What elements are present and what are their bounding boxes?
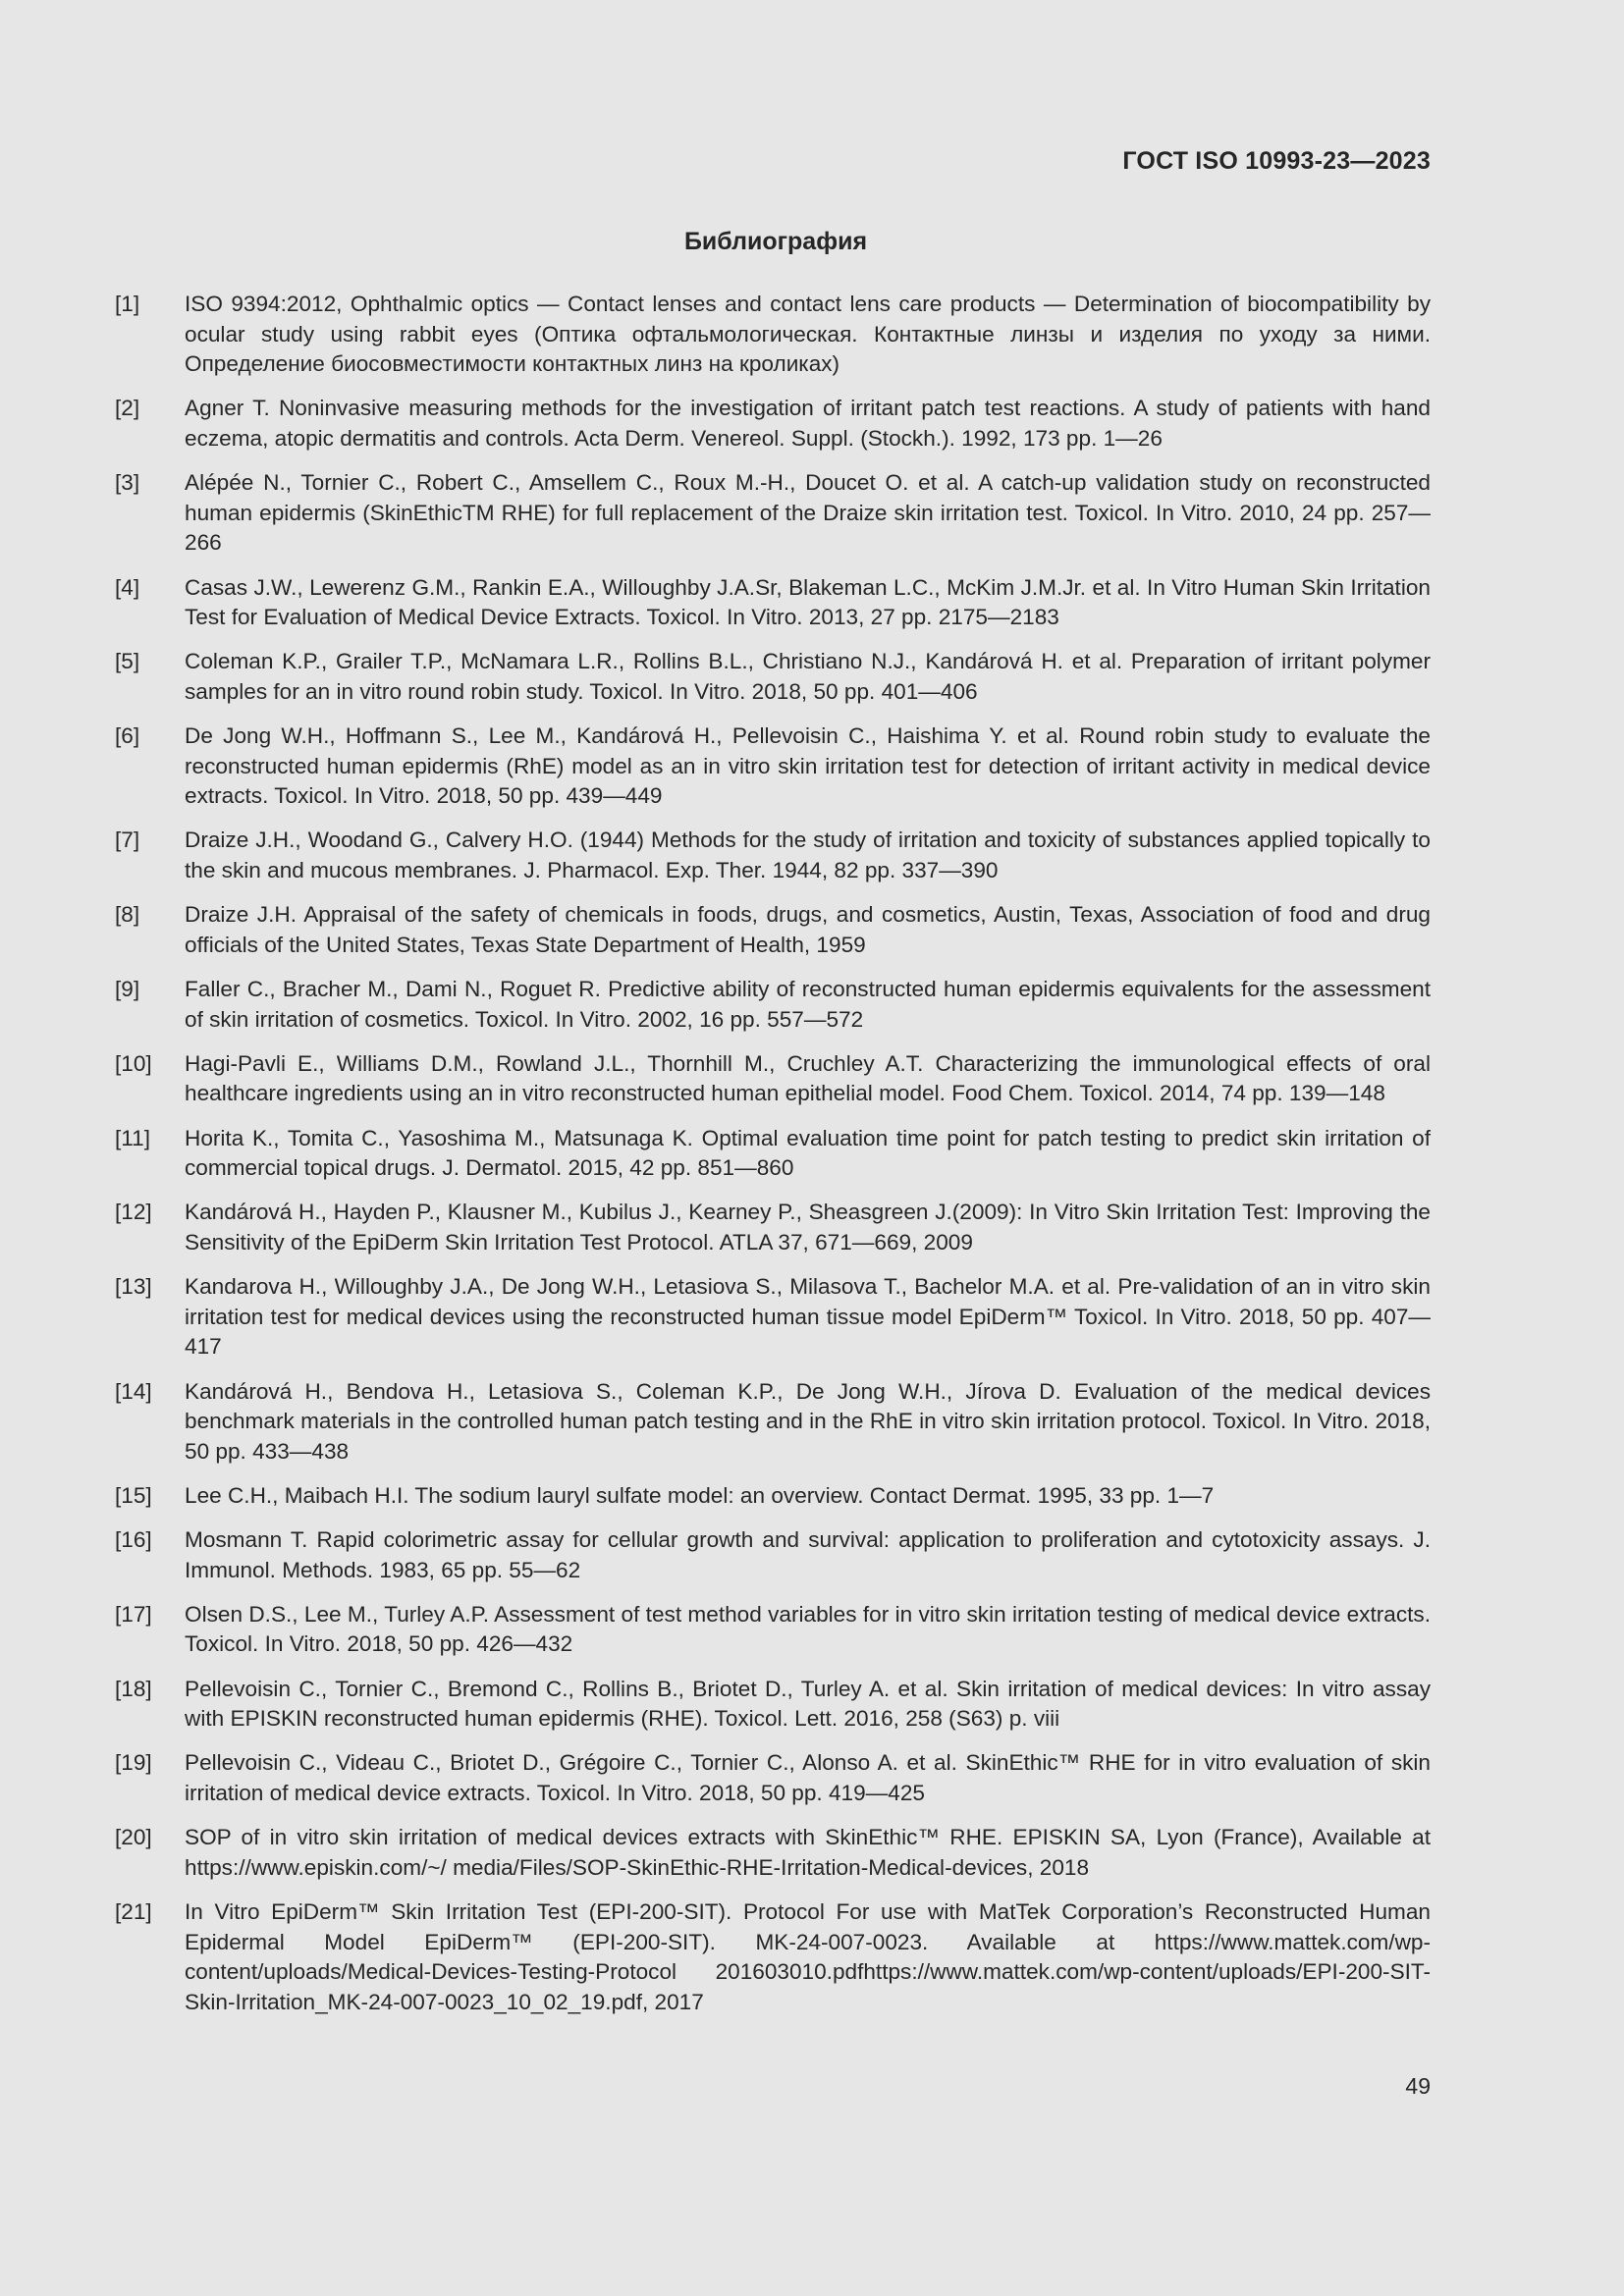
- reference-item: [115, 468, 1431, 559]
- reference-number: [11]: [115, 1125, 151, 1150]
- reference-number: [3]: [115, 470, 140, 496]
- reference-number: [10]: [115, 1050, 152, 1076]
- reference-text: Faller C., Bracher M., Dami N., Roguet R. Predictive ability of reconstructed human epidermis equivalents for the assessment of skin irritation of cosmetics. Toxicol. In Vitro. 2002, 16 pp. 557—572: [185, 977, 1431, 1032]
- reference-number: [2]: [115, 396, 140, 421]
- reference-number: [9]: [115, 977, 140, 1002]
- reference-number: [16]: [115, 1527, 152, 1553]
- reference-item: [115, 1675, 1431, 1735]
- reference-text: Mosmann T. Rapid colorimetric assay for cellular growth and survival: application to proliferation and cytotoxicity assays. J. Immunol. Methods. 1983, 65 pp. 55—62: [185, 1527, 1431, 1582]
- reference-text: Alépée N., Tornier C., Robert C., Amsellem C., Roux M.-H., Doucet O. et al. A catch-up validation study on reconstructed human epidermis (SkinEthicTM RHE) for full replacement of the Draize skin irritation test. Toxicol. In Vitro. 2010, 24 pp. 257—266: [185, 470, 1431, 556]
- reference-item: [115, 1600, 1431, 1660]
- reference-item: [115, 1124, 1431, 1184]
- reference-text: ISO 9394:2012, Ophthalmic optics — Contact lenses and contact lens care products — Determination of biocompatibility by ocular study using rabbit eyes (Оптика офтальмологическая. Контактные линзы и изделия по уходу за ними. Определение биосовместимости контактных линз на кроликах): [185, 292, 1431, 377]
- reference-number: [19]: [115, 1750, 152, 1776]
- reference-number: [6]: [115, 723, 140, 749]
- reference-item: [115, 900, 1431, 960]
- reference-text: Pellevoisin C., Videau C., Briotet D., Grégoire C., Tornier C., Alonso A. et al. SkinEthic™ RHE for in vitro evaluation of skin irritation of medical device extracts. Toxicol. In Vitro. 2018, 50 pp. 419—425: [185, 1750, 1431, 1806]
- document-code: ГОСТ ISO 10993-23—2023: [1122, 147, 1431, 175]
- reference-item: [115, 1748, 1431, 1808]
- reference-number: [14]: [115, 1378, 152, 1404]
- reference-number: [1]: [115, 292, 140, 316]
- reference-item: [115, 1049, 1431, 1109]
- reference-item: [115, 1377, 1431, 1468]
- reference-item: [115, 1198, 1431, 1257]
- bibliography-title: Библиография: [683, 228, 868, 255]
- reference-text: Agner T. Noninvasive measuring methods for the investigation of irritant patch test reactions. A study of patients with hand eczema, atopic dermatitis and controls. Acta Derm. Venereol. Suppl. (Stockh.). 1992, 173 pp. 1—26: [185, 396, 1431, 451]
- reference-text: SOP of in vitro skin irritation of medical devices extracts with SkinEthic™ RHE. EPISKIN SA, Lyon (France), Available at https://www.episkin.com/~/ media/Files/SOP-SkinEthic-RHE-Irritation-Medical-devices, 2018: [185, 1825, 1431, 1880]
- reference-number: [8]: [115, 902, 140, 928]
- reference-item: [115, 573, 1431, 633]
- reference-text: Coleman K.P., Grailer T.P., McNamara L.R., Rollins B.L., Christiano N.J., Kandárová H. et al. Preparation of irritant polymer samples for an in vitro round robin study. Toxicol. In Vitro. 2018, 50 pp. 401—406: [185, 649, 1431, 704]
- reference-item: [115, 975, 1431, 1035]
- reference-text: Kandárová H., Hayden P., Klausner M., Kubilus J., Kearney P., Sheasgreen J.(2009): In Vitro Skin Irritation Test: Improving the Sensitivity of the EpiDerm Skin Irritation Test Protocol. ATLA 37, 671—669, 2009: [185, 1200, 1431, 1255]
- reference-item: [115, 721, 1431, 812]
- reference-item: [115, 826, 1431, 885]
- reference-number: [20]: [115, 1825, 152, 1850]
- reference-text: In Vitro EpiDerm™ Skin Irritation Test (EPI-200-SIT). Protocol For use with MatTek Corporation’s Reconstructed Human Epidermal Model EpiDerm™ (EPI-200-SIT). MK-24-007-0023. Available at https://www.mattek.com/wp-content/uploads/Medical-Devices-Testing-Protocol 201603010.pdfhttps://www.mattek.com/wp-content/uploads/EPI-200-SIT-Skin-Irritation_MK-24-007-0023_10_02_19.pdf, 2017: [185, 1899, 1431, 2014]
- reference-item: [115, 647, 1431, 707]
- reference-number: [7]: [115, 828, 140, 853]
- reference-item: [115, 290, 1431, 380]
- reference-list: [115, 290, 1431, 2032]
- reference-number: [17]: [115, 1601, 152, 1627]
- reference-number: [12]: [115, 1200, 152, 1225]
- reference-text: Hagi-Pavli E., Williams D.M., Rowland J.L., Thornhill M., Cruchley A.T. Characterizing the immunological effects of oral healthcare ingredients using an in vitro reconstructed human epithelial model. Food Chem. Toxicol. 2014, 74 pp. 139—148: [185, 1050, 1431, 1106]
- reference-text: Casas J.W., Lewerenz G.M., Rankin E.A., Willoughby J.A.Sr, Blakeman L.C., McKim J.M.Jr. et al. In Vitro Human Skin Irritation Test for Evaluation of Medical Device Extracts. Toxicol. In Vitro. 2013, 27 pp. 2175—2183: [185, 574, 1431, 630]
- reference-item: [115, 1272, 1431, 1362]
- reference-number: [5]: [115, 649, 140, 674]
- reference-text: Kandarova H., Willoughby J.A., De Jong W.H., Letasiova S., Milasova T., Bachelor M.A. et al. Pre-validation of an in vitro skin irritation test for medical devices using the reconstructed human tissue model EpiDerm™ Toxicol. In Vitro. 2018, 50 pp. 407—417: [185, 1274, 1431, 1360]
- reference-item: [115, 1481, 1431, 1512]
- reference-item: [115, 1823, 1431, 1883]
- reference-number: [18]: [115, 1676, 152, 1701]
- reference-text: Horita K., Tomita C., Yasoshima M., Matsunaga K. Optimal evaluation time point for patch testing to predict skin irritation of commercial topical drugs. J. Dermatol. 2015, 42 pp. 851—860: [185, 1125, 1431, 1181]
- reference-text: De Jong W.H., Hoffmann S., Lee M., Kandárová H., Pellevoisin C., Haishima Y. et al. Round robin study to evaluate the reconstructed human epidermis (RhE) model as an in vitro skin irritation test for detection of irritant activity in medical device extracts. Toxicol. In Vitro. 2018, 50 pp. 439—449: [185, 723, 1431, 809]
- reference-number: [4]: [115, 574, 140, 600]
- reference-number: [21]: [115, 1899, 152, 1924]
- reference-item: [115, 394, 1431, 454]
- reference-item: [115, 1897, 1431, 2017]
- reference-text: Draize J.H. Appraisal of the safety of chemicals in foods, drugs, and cosmetics, Austin, Texas, Association of food and drug officials of the United States, Texas State Department of Health, 1959: [185, 902, 1431, 957]
- reference-text: Kandárová H., Bendova H., Letasiova S., Coleman K.P., De Jong W.H., Jírova D. Evaluation of the medical devices benchmark materials in the controlled human patch testing and in the RhE in vitro skin irritation protocol. Toxicol. In Vitro. 2018, 50 pp. 433—438: [185, 1378, 1431, 1464]
- reference-number: [13]: [115, 1274, 152, 1300]
- reference-text: Draize J.H., Woodand G., Calvery H.O. (1944) Methods for the study of irritation and toxicity of substances applied topically to the skin and mucous membranes. J. Pharmacol. Exp. Ther. 1944, 82 pp. 337—390: [185, 828, 1431, 883]
- reference-text: Olsen D.S., Lee M., Turley A.P. Assessment of test method variables for in vitro skin irritation testing of medical device extracts. Toxicol. In Vitro. 2018, 50 pp. 426—432: [185, 1601, 1431, 1657]
- reference-text: Pellevoisin C., Tornier C., Bremond C., Rollins B., Briotet D., Turley A. et al. Skin irritation of medical devices: In vitro assay with EPISKIN reconstructed human epidermis (RHE). Toxicol. Lett. 2016, 258 (S63) p. viii: [185, 1676, 1431, 1732]
- reference-item: [115, 1525, 1431, 1585]
- reference-number: [15]: [115, 1482, 152, 1508]
- reference-text: Lee C.H., Maibach H.I. The sodium lauryl sulfate model: an overview. Contact Dermat. 1995, 33 pp. 1—7: [185, 1482, 1215, 1508]
- page-number: 49: [1405, 2073, 1431, 2099]
